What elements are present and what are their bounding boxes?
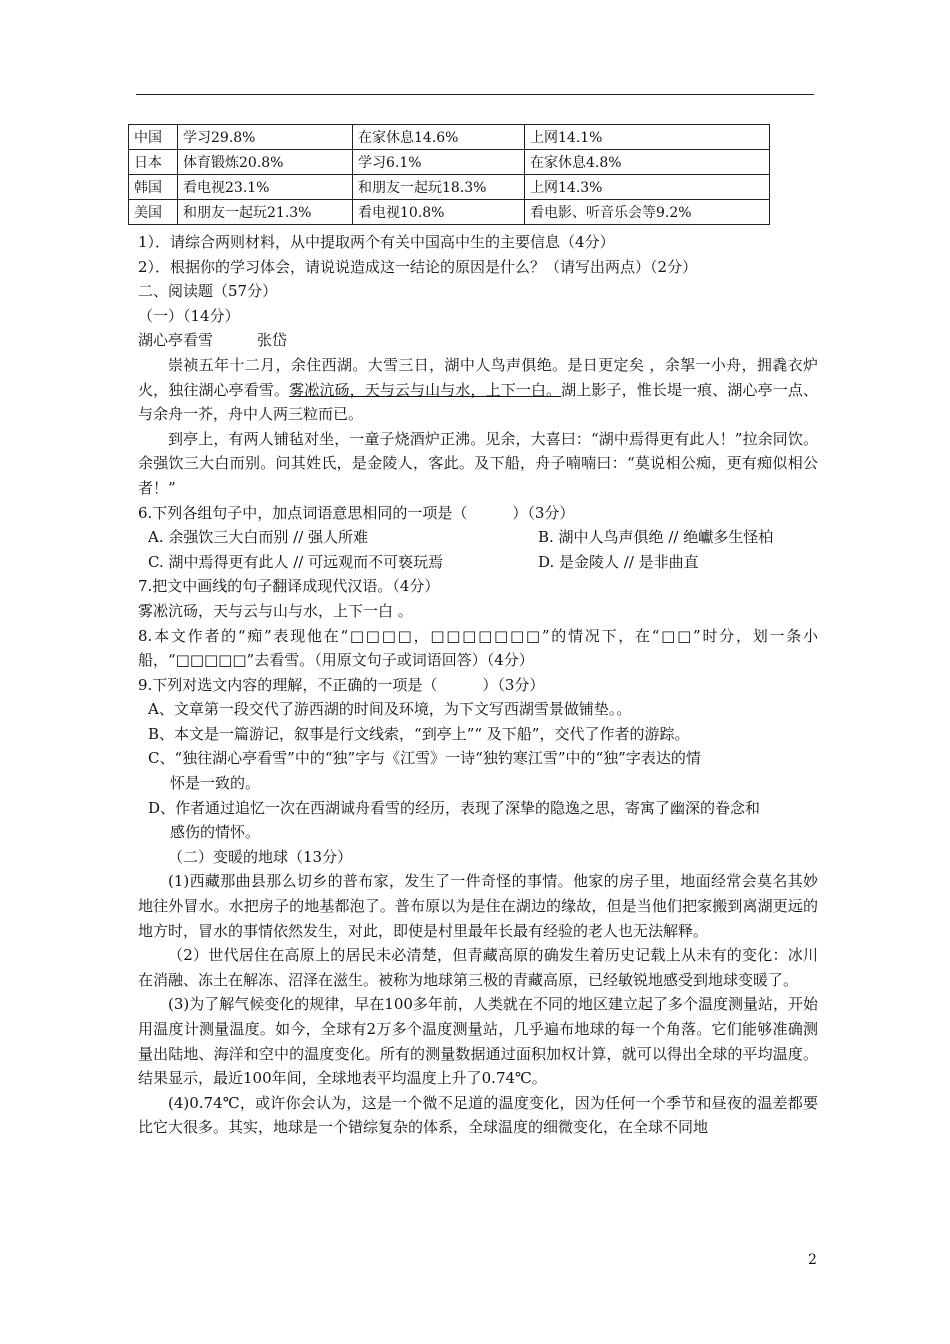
essay-paragraph: (4)0.74℃，或许你会认为，这是一个微不足道的温度变化，因为任何一个季节和昼夜的温差都要比它大很多。其实，地球是一个错综复杂的体系，全球温度的细微变化，在全球不同地 — [138, 1093, 818, 1137]
options-row — [138, 525, 818, 550]
translation-sentence: 雾凇沆砀，天与云与山与水，上下一白 。 — [138, 601, 413, 620]
table-cell: 体育锻炼20.8% — [178, 150, 353, 175]
part-heading: （一）（14分） — [138, 306, 240, 325]
table-cell: 学习6.1% — [353, 150, 525, 175]
table-row — [129, 150, 770, 175]
option-c: C. 湖中焉得更有此人 // 可远观而不可亵玩焉 — [148, 552, 444, 571]
part-heading: （二）变暖的地球（13分） — [168, 847, 353, 866]
essay-paragraph: (1)西藏那曲县那么切乡的普布家，发生了一件奇怪的事情。他家的房子里，地面经常会莫名其妙地往外冒水。水把房子的地基都泡了。普布原以为是住在湖边的缘故，但是当他们把家搬到离湖更远的地方时，冒水的事情依然发生，对此，即使是村里最年长最有经验的老人也无法解释。 — [138, 872, 818, 940]
question-9: 9.下列对选文内容的理解，不正确的一项是（ ）（3分） — [138, 675, 545, 694]
option-a: A. 余强饮三大白而别 // 强人所难 — [148, 528, 369, 547]
poem-author: 张岱 — [257, 331, 288, 350]
table-cell: 在家休息14.6% — [353, 125, 525, 150]
table-row — [129, 175, 770, 200]
page-number: 2 — [808, 1252, 817, 1268]
question-2: 2）．根据你的学习体会，请说说造成这一结论的原因是什么？（请写出两点）（2分） — [138, 257, 698, 276]
table-cell: 美国 — [129, 200, 178, 225]
table-cell: 看电视23.1% — [178, 175, 353, 200]
underlined-sentence: 雾凇沆砀，天与云与山与水，上下一白。 — [289, 380, 562, 399]
choice-b: B、本文是一篇游记，叙事是行文线索，“到亭上”“ 及下船”，交代了作者的游踪。 — [148, 724, 690, 743]
passage-text: 崇祯五年十二月，余住西湖。大雪三日，湖中人鸟声俱绝。是日更定矣 ，余挐一小舟，拥毳衣炉火，独往湖心亭看雪。 — [138, 355, 818, 399]
header-rule — [136, 94, 814, 95]
choice-d — [138, 796, 818, 845]
question-7: 7.把文中画线的句子翻译成现代汉语。（4分） — [138, 577, 440, 596]
choice-a: A、文章第一段交代了游西湖的时间及环境，为下文写西湖雪景做铺垫。。 — [148, 700, 632, 719]
question-6: 6.下列各组句子中，加点词语意思相同的一项是（ ）（3分） — [138, 503, 575, 522]
table-cell: 上网14.1% — [525, 125, 770, 150]
option-d: D. 是金陵人 // 是非曲直 — [538, 552, 699, 571]
table-cell: 在家休息4.8% — [525, 150, 770, 175]
table-cell: 看电影、听音乐会等9.2% — [525, 200, 770, 225]
table-row — [129, 125, 770, 150]
passage-paragraph — [138, 353, 818, 427]
question-8: 8.本文作者的“痴”表现他在“□□□□，□□□□□□□”的情况下，在“□□”时分，划一条小船，“□□□□□”去看雪。（用原文句子或词语回答）（4分） — [138, 626, 818, 670]
passage-text: 湖上影子，惟长堤一痕、湖心亭一点、与余舟一芥，舟中人两三粒而已。 — [138, 380, 818, 424]
choice-text: 感伤的情怀。 — [170, 823, 261, 842]
table-cell: 中国 — [129, 125, 178, 150]
table-cell: 学习29.8% — [178, 125, 353, 150]
document-body — [138, 230, 818, 1140]
choice-text: D、作者通过追忆一次在西湖诚舟看雪的经历，表现了深挚的隐逸之思，寄寓了幽深的眷念和 — [148, 798, 761, 817]
choice-c — [138, 746, 818, 795]
passage-paragraph: 到亭上，有两人铺毡对坐，一童子烧酒炉正沸。见余，大喜曰：“湖中焉得更有此人！”拉余同饮。余强饮三大白而别。问其姓氏，是金陵人，客此。及下船，舟子喃喃曰：“莫说相公痴，更有痴似相公者！” — [138, 429, 818, 497]
question-1: 1）．请综合两则材料，从中提取两个有关中国高中生的主要信息（4分） — [138, 233, 615, 251]
poem-heading — [138, 328, 818, 353]
choice-text: C、“独往湖心亭看雪”中的“独”字与《江雪》一诗“独钓寒江雪”中的“独”字表达的情 — [148, 749, 701, 768]
table-cell: 韩国 — [129, 175, 178, 200]
essay-paragraph: (3)为了解气候变化的规律，早在100多年前，人类就在不同的地区建立起了多个温度测量站，开始用温度计测量温度。如今，全球有2万多个温度测量站，几乎遍布地球的每一个角落。它们能够准确测量出陆地、海洋和空中的温度变化。所有的测量数据通过面积加权计算，就可以得出全球的平均温度。结果显示，最近100年间，全球地表平均温度上升了0.74℃。 — [138, 995, 818, 1088]
table-cell: 和朋友一起玩18.3% — [353, 175, 525, 200]
survey-table — [128, 124, 770, 225]
option-b: B. 湖中人鸟声俱绝 // 绝巘多生怪柏 — [538, 528, 774, 547]
table-cell: 上网14.3% — [525, 175, 770, 200]
section-heading: 二、阅读题（57分） — [138, 282, 278, 301]
table-cell: 日本 — [129, 150, 178, 175]
table-cell: 和朋友一起玩21.3% — [178, 200, 353, 225]
essay-paragraph: （2）世代居住在高原上的居民未必清楚，但青藏高原的确发生着历史记载上从未有的变化：冰川在消融、冻土在解冻、沼泽在滋生。被称为地球第三极的青藏高原，已经敏锐地感受到地球变暖了。 — [138, 946, 818, 989]
table-row — [129, 200, 770, 225]
choice-text: 怀是一致的。 — [170, 774, 261, 793]
poem-title: 湖心亭看雪 — [138, 331, 214, 350]
table-cell: 看电视10.8% — [353, 200, 525, 225]
options-row — [138, 550, 818, 575]
